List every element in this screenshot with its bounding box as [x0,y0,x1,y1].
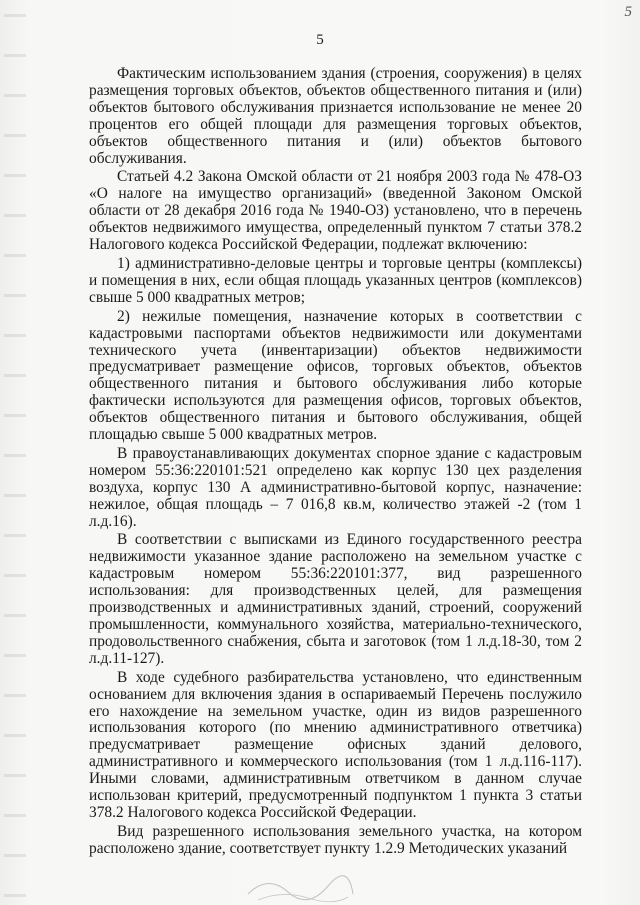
faded-stamp-mark [238,864,358,904]
paragraph: В соответствии с выписками из Единого государственного реестра недвижимости указанное здание расположено на земельном участке с кадастровым номером 55:36:220101:377, вид разрешенного использования: для производственных целей, для размещения производственных и административных зданий, строений, сооружений промышленности, коммунального хозяйства, материально-технического, продовольственного снабжения, сбыта и заготовок (том 1 л.д.18-30, том 2 л.д.11-127). [89,531,582,667]
paragraph: Фактическим использованием здания (строения, сооружения) в целях размещения торговых объектов, объектов общественного питания и (или) объектов бытового обслуживания признается использование не менее 20 процентов его общей площади для размещения торговых объектов, объектов общественного питания и (или) объектов бытового обслуживания. [89,65,582,167]
binding-edge [4,0,26,905]
paragraph: В ходе судебного разбирательства установлено, что единственным основанием для включения здания в оспариваемый Перечень послужило его нахождение на земельном участке, один из видов разрешенного использования которого (по мнению административного ответчика) предусматривает размещение офисных зданий делового, административного и коммерческого использования (том 1 л.д.116-117). Иными словами, административным ответчиком в данном случае использован критерий, предусмотренный подпунктом 1 пункта 3 статьи 378.2 Налогового кодекса Российской Федерации. [89,668,582,821]
corner-page-mark: 5 [624,4,632,20]
body-text [89,66,582,858]
paragraph: 1) административно-деловые центры и торговые центры (комплексы) и помещения в них, если общая площадь указанных центров (комплексов) свыше 5 000 квадратных метров; [89,254,582,306]
paragraph: 2) нежилые помещения, назначение которых в соответствии с кадастровыми паспортами объектов недвижимости или документами технического учета (инвентаризации) объектов недвижимости предусматривает размещение офисов, торговых объектов, объектов общественного питания и бытового обслуживания либо которые фактически используются для размещения офисов, торговых объектов, объектов общественного питания и бытового обслуживания, общей площадью свыше 5 000 квадратных метров. [89,307,582,444]
page-number: 5 [316,32,324,48]
paragraph: В правоустанавливающих документах спорное здание с кадастровым номером 55:36:220101:521 определено как корпус 130 цех разделения воздуха, корпус 130 А административно-бытовой корпус, назначение: нежилое, общая площадь – 7 016,8 кв.м, количество этажей -2 (том 1 л.д.16). [89,444,582,530]
paragraph: Статьей 4.2 Закона Омской области от 21 ноября 2003 года № 478-ОЗ «О налоге на имущество организаций» (введенной Законом Омской области от 28 декабря 2016 года № 1940-ОЗ) установлено, что в перечень объектов недвижимого имущества, определенный пунктом 7 статьи 378.2 Налогового кодекса Российской Федерации, подлежат включению: [89,168,582,254]
paragraph: Вид разрешенного использования земельного участка, на котором расположено здание, соответствует пункту 1.2.9 Методических указаний [89,822,582,857]
